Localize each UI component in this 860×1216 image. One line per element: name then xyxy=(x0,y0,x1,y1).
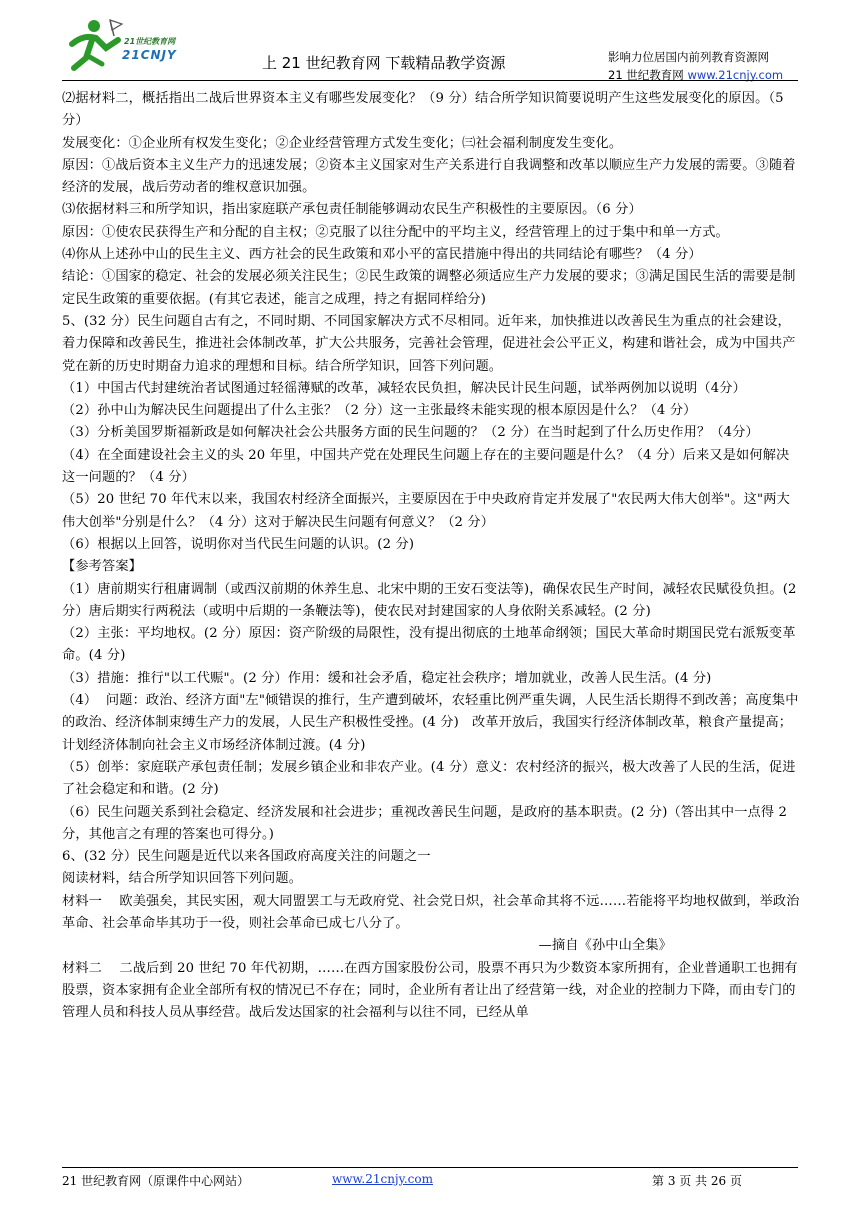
header-divider xyxy=(62,80,798,81)
paragraph: （6）民生问题关系到社会稳定、经济发展和社会进步；重视改善民生问题，是政府的基本职责。(2 分)（答出其中一点得 2 分，其他言之有理的答案也可得分。) xyxy=(62,804,792,842)
paragraph: （2）主张：平均地权。(2 分）原因：资产阶级的局限性，没有提出彻底的土地革命纲领；国民大革命时期国民党右派叛变革命。(4 分) xyxy=(62,626,796,664)
header-tagline: 影响力位居国内前列教育资源网 xyxy=(608,50,769,64)
footer-site-name: 21 世纪教育网（原课件中心网站） xyxy=(62,1174,250,1188)
paragraph: （3）分析美国罗斯福新政是如何解决社会公共服务方面的民生问题的？（2 分）在当时起到了什么历史作用？（4分） xyxy=(62,425,759,441)
citation: —摘自《孙中山全集》 xyxy=(538,938,672,954)
paragraph: 6、(32 分）民生问题是近代以来各国政府高度关注的问题之一 xyxy=(62,849,431,865)
header-slogan: 上 21 世纪教育网 下载精品教学资源 xyxy=(262,54,506,72)
site-logo xyxy=(62,14,212,74)
paragraph: （1）中国古代封建统治者试图通过轻徭薄赋的改革，减轻农民负担，解决民计民生问题，试举两例加以说明（4分） xyxy=(62,380,746,396)
paragraph: 原因：①战后资本主义生产力的迅速发展；②资本主义国家对生产关系进行自我调整和改革以顺应生产力发展的需要。③随着经济的发展，战后劳动者的维权意识加强。 xyxy=(62,157,796,196)
logo-subtitle: 21世纪教育网 xyxy=(124,37,176,46)
header-site-line xyxy=(608,66,798,84)
paragraph: （1）唐前期实行租庸调制（或西汉前期的休养生息、北宋中期的王安石变法等)，确保农民生产时间，减轻农民赋役负担。(2 分）唐后期实行两税法（或明中后期的一条鞭法等)，使农民对封建国家的人身依附关系减轻。(2 分) xyxy=(62,581,801,619)
page-number: 第 3 页 共 26 页 xyxy=(652,1174,742,1188)
paragraph: 发展变化：①企业所有权发生变化；②企业经营管理方式发生变化；㈢社会福利制度发生变化。 xyxy=(62,135,623,151)
paragraph: （3）措施：推行"以工代赈"。(2 分）作用：缓和社会矛盾，稳定社会秩序；增加就业，改善人民生活。(4 分) xyxy=(62,670,712,686)
paragraph: （6）根据以上回答，说明你对当代民生问题的认识。(2 分) xyxy=(62,536,415,552)
answer-heading: 【参考答案】 xyxy=(62,559,143,575)
page-footer xyxy=(62,1172,798,1192)
paragraph: （5）创举：家庭联产承包责任制；发展乡镇企业和非农产业。(4 分）意义：农村经济的振兴，极大改善了人民的生活，促进了社会稳定和和谐。(2 分) xyxy=(62,759,796,798)
paragraph: （5）20 世纪 70 年代末以来，我国农村经济全面振兴，主要原因在于中央政府肯定并发展了"农民两大伟大创举"。这"两大伟大创举"分别是什么？（4 分）这对于解决民生问题有何意义？（2 分） xyxy=(62,492,790,530)
header-site-info xyxy=(608,48,798,84)
paragraph: （4）在全面建设社会主义的头 20 年里，中国共产党在处理民生问题上存在的主要问题是什么？（4 分）后来又是如何解决这一问题的？（4 分） xyxy=(62,447,790,486)
page-header xyxy=(62,14,798,84)
paragraph: 结论：①国家的稳定、社会的发展必须关注民生；②民生政策的调整必须适应生产力发展的要求；③满足国民生活的需要是制定民生政策的重要依据。(有其它表述，能言之成理，持之有据同样给分) xyxy=(62,269,796,307)
footer-divider xyxy=(62,1167,798,1168)
material-paragraph: 材料一 欧美强矣，其民实困，观大同盟罢工与无政府党、社会党日炽，社会革命其将不远……若能将平均地权做到，举政治革命、社会革命毕其功于一役，则社会革命已成七八分了。 xyxy=(62,893,800,931)
paragraph: 阅读材料，结合所学知识回答下列问题。 xyxy=(62,871,303,887)
document-body xyxy=(62,88,800,1024)
paragraph: （2）孙中山为解决民生问题提出了什么主张？（2 分）这一主张最终未能实现的根本原因是什么？（4 分） xyxy=(62,403,697,419)
paragraph: 原因：①使农民获得生产和分配的自主权；②克服了以往分配中的平均主义，经营管理上的过于集中和单一方式。 xyxy=(62,224,729,240)
material-paragraph: 材料二 二战后到 20 世纪 70 年代初期，……在西方国家股份公司，股票不再只为少数资本家所拥有，企业普通职工也拥有股票，资本家拥有企业全部所有权的情况已不存在；同时，企业所有者让出了经营第一线，对企业的控制力下降，而由专门的管理人员和科技人员从事经营。战后发达国家的社会福利与以往不同，已经从单 xyxy=(62,960,798,1021)
paragraph: （4） 问题：政治、经济方面"左"倾错误的推行，生产遭到破坏，农轻重比例严重失调，人民生活长期得不到改善；高度集中的政治、经济体制束缚生产力的发展，人民生产积极性受挫。(4 分) 改革开放后，我国实行经济体制改革，粮食产量提高；计划经济体制向社会主义市场经济体制过渡。(4 分) xyxy=(62,693,799,753)
logo-title: 21CNJY xyxy=(122,48,177,62)
header-site-name: 21 世纪教育网 xyxy=(608,68,688,82)
paragraph: ⑵据材料二，概括指出二战后世界资本主义有哪些发展变化？（9 分）结合所学知识简要说明产生这些发展变化的原因。（5 分） xyxy=(62,91,789,129)
paragraph: ⑶依据材料三和所学知识，指出家庭联产承包责任制能够调动农民生产积极性的主要原因。（6 分） xyxy=(62,202,642,218)
paragraph: 5、(32 分）民生问题自古有之，不同时期、不同国家解决方式不尽相同。近年来，加快推进以改善民生为重点的社会建设，着力保障和改善民生，推进社会体制改革，扩大公共服务，完善社会管理，促进社会公平正义，构建和谐社会，成为中国共产党在新的历史时期奋力追求的理想和目标。结合所学知识，回答下列问题。 xyxy=(62,313,796,374)
footer-site-link[interactable]: www.21cnjy.com xyxy=(332,1172,433,1186)
paragraph: ⑷你从上述孙中山的民生主义、西方社会的民生政策和邓小平的富民措施中得出的共同结论有哪些？（4 分） xyxy=(62,247,702,263)
header-site-link[interactable]: www.21cnjy.com xyxy=(687,68,784,82)
